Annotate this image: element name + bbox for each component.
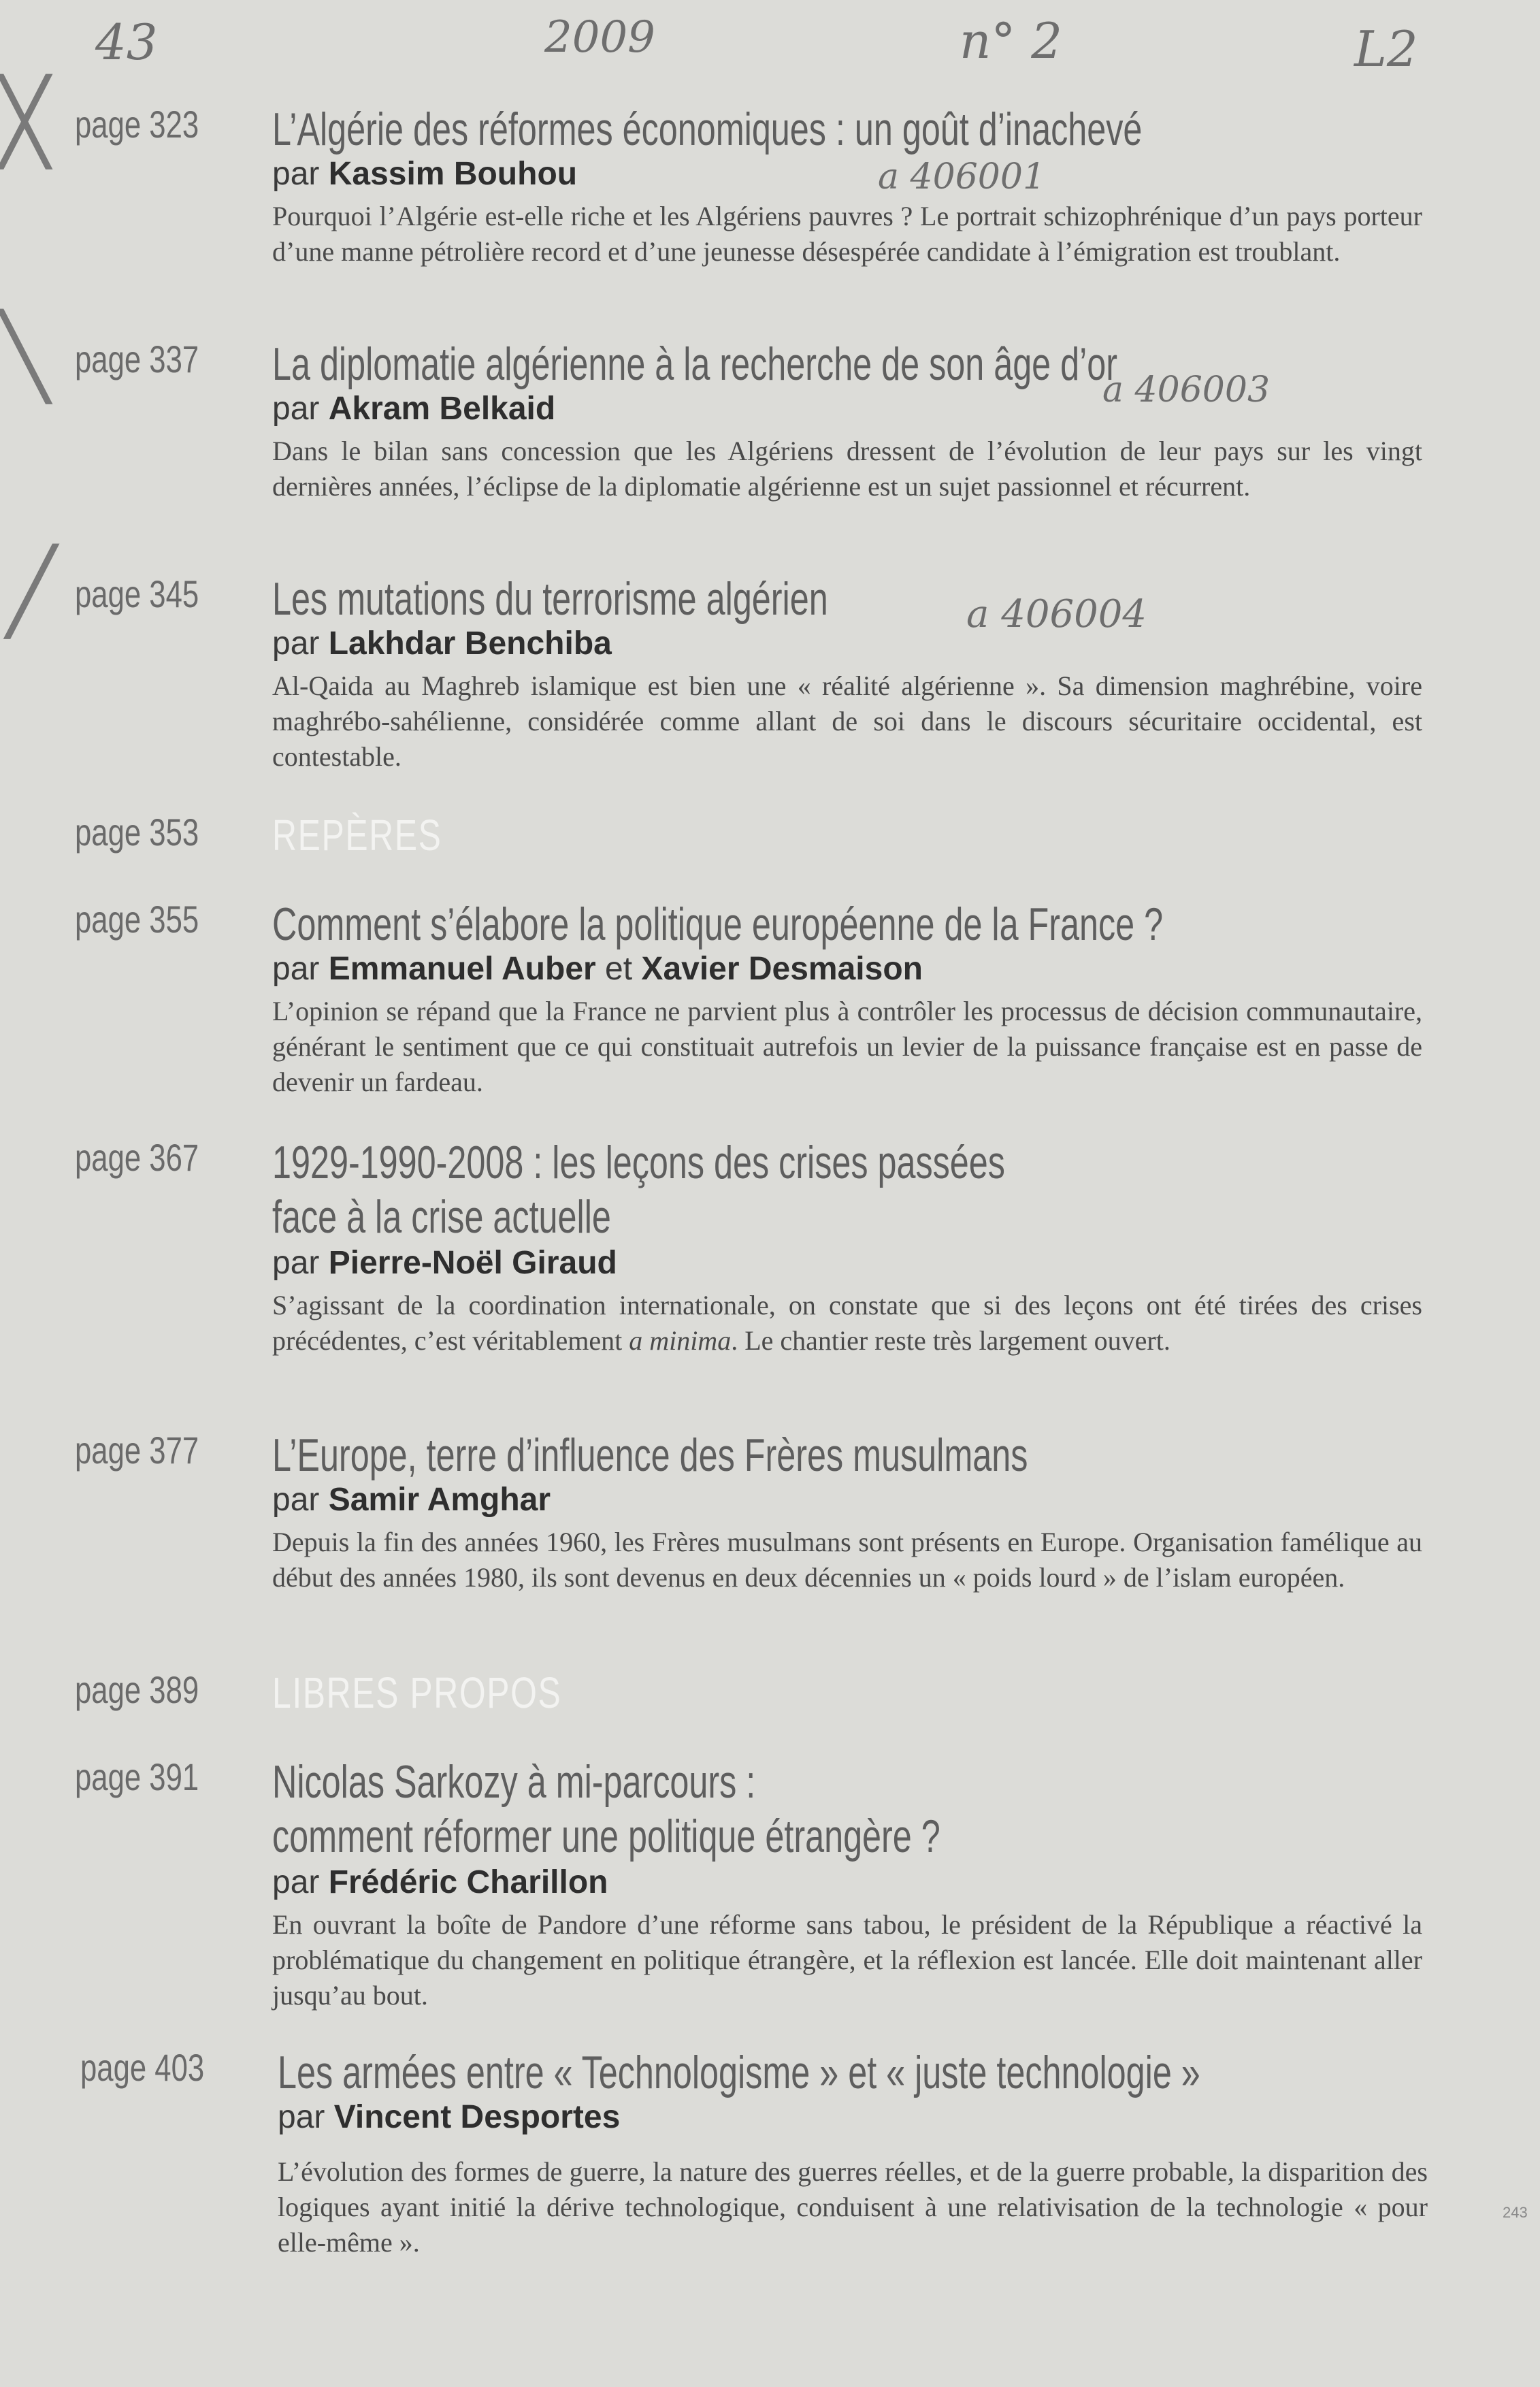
check-mark-icon: ╱ [7, 545, 56, 639]
article-author: par Lakhdar Benchiba [272, 626, 612, 662]
page-folio: 243 [1503, 2204, 1528, 2221]
page-number: page 389 [75, 1668, 199, 1711]
article-title: Les armées entre « Technologisme » et « juste technologie » [278, 2047, 1200, 2098]
page-number: page 403 [80, 2046, 205, 2089]
article-abstract: Depuis la fin des années 1960, les Frères musulmans sont présents en Europe. Organisation famélique au début des années 1980, ils sont devenus en deux décennies un « poids lourd » de l’islam européen. [272, 1527, 1422, 1593]
page-number: page 391 [75, 1755, 199, 1798]
article-abstract: Pourquoi l’Algérie est-elle riche et les Algériens pauvres ? Le portrait schizophrénique d’un pays porteur d’une manne pétrolière record et d’une jeunesse désespérée candidate à l’émigration est troublant. [272, 201, 1422, 267]
article-author: par Pierre-Noël Giraud [272, 1245, 617, 1281]
handwritten-header-issue: n° 2 [960, 12, 1063, 69]
article-author: par Samir Amghar [272, 1482, 551, 1518]
handwritten-header-right: L2 [1354, 20, 1418, 78]
article-abstract: L’évolution des formes de guerre, la nature des guerres réelles, et de la guerre probable, la disparition des logiques ayant initié la dérive technologique, conduisent à une relativisation de la technologie « pour elle-même ». [278, 2156, 1428, 2258]
article-title: La diplomatie algérienne à la recherche de son âge d’or [272, 338, 1118, 390]
article-title: L’Europe, terre d’influence des Frères musulmans [272, 1429, 1028, 1481]
handwritten-shelf-note: a 406001 [878, 157, 1046, 197]
check-mark-icon: ╲ [0, 310, 50, 404]
article-title: Comment s’élabore la politique européenne de la France ? [272, 898, 1164, 950]
section-heading: LIBRES PROPOS [272, 1668, 562, 1717]
check-mark-icon: ╳ [0, 75, 50, 169]
handwritten-header-left: 43 [95, 14, 158, 71]
article-title: 1929-1990-2008 : les leçons des crises passées [272, 1137, 1005, 1188]
article-author: par Vincent Desportes [278, 2099, 621, 2135]
page-number: page 345 [75, 572, 199, 615]
article-title: L’Algérie des réformes économiques : un goût d’inachevé [272, 103, 1143, 155]
article-title-line2: face à la crise actuelle [272, 1191, 611, 1243]
article-title: Les mutations du terrorisme algérien [272, 573, 828, 625]
article-abstract: Al-Qaida au Maghreb islamique est bien une « réalité algérienne ». Sa dimension maghrébine, voire maghrébo-sahélienne, considérée comme allant de soi dans le discours sécuritaire occidental, est contestable. [272, 670, 1422, 772]
article-abstract: S’agissant de la coordination internationale, on constate que si des leçons ont été tirées des crises précédentes, c’est véritablement a minima. Le chantier reste très largement ouvert. [272, 1290, 1422, 1356]
handwritten-shelf-note: a 406004 [966, 592, 1147, 636]
handwritten-shelf-note: a 406003 [1102, 370, 1271, 410]
handwritten-header-year: 2009 [544, 12, 655, 63]
article-author: par Kassim Bouhou [272, 156, 578, 192]
article-author: par Akram Belkaid [272, 391, 556, 427]
page-number: page 337 [75, 338, 199, 380]
section-heading: REPÈRES [272, 811, 442, 860]
page-number: page 377 [75, 1429, 199, 1472]
article-abstract: En ouvrant la boîte de Pandore d’une réforme sans tabou, le président de la République a réactivé la problématique du changement en politique étrangère, et la réflexion est lancée. Elle doit maintenant aller jusqu’au bout. [272, 1909, 1422, 2011]
page-number: page 353 [75, 811, 199, 854]
article-author: par Frédéric Charillon [272, 1864, 608, 1900]
article-author: par Emmanuel Auber et Xavier Desmaison [272, 951, 923, 987]
article-abstract: L’opinion se répand que la France ne parvient plus à contrôler les processus de décision communautaire, générant le sentiment que ce qui constituait autrefois un levier de la puissance française est en passe de devenir un fardeau. [272, 996, 1422, 1097]
article-abstract: Dans le bilan sans concession que les Algériens dressent de l’évolution de leur pays sur les vingt dernières années, l’éclipse de la diplomatie algérienne est un sujet passionnel et récurrent. [272, 436, 1422, 502]
article-title-line2: comment réformer une politique étrangère ? [272, 1810, 940, 1862]
page-number: page 355 [75, 898, 199, 941]
page-number: page 323 [75, 103, 199, 146]
article-title: Nicolas Sarkozy à mi-parcours : [272, 1756, 756, 1808]
page-number: page 367 [75, 1136, 199, 1179]
